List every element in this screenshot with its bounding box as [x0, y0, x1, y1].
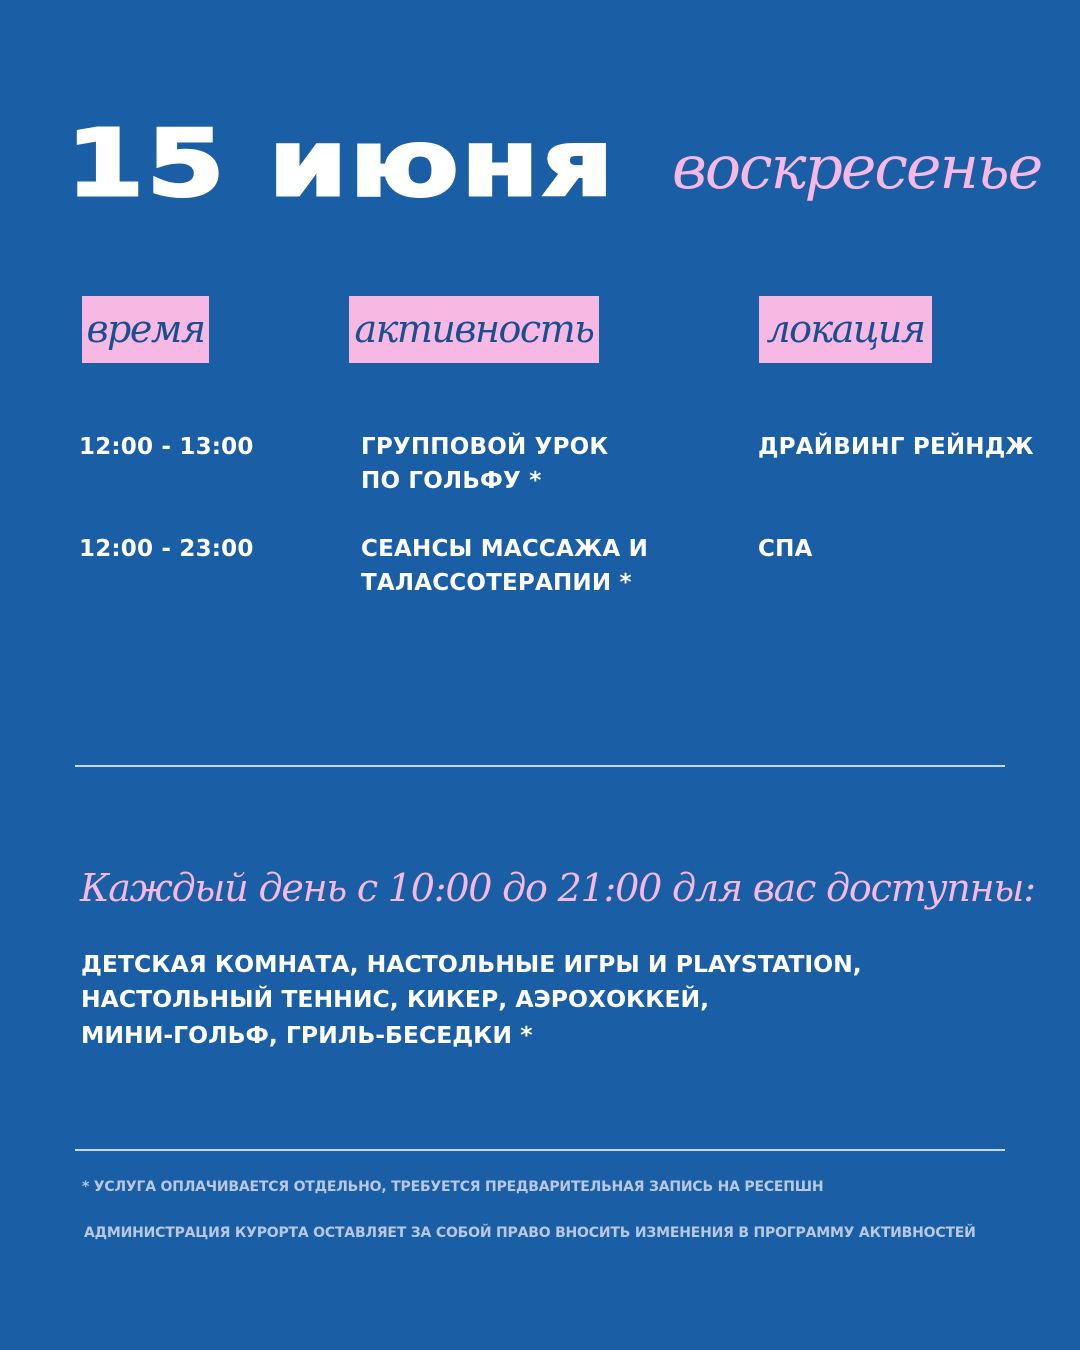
daily-line-2: НАСТОЛЬНЫЙ ТЕННИС, КИКЕР, АЭРОХОККЕЙ,: [81, 985, 710, 1013]
schedule-row-1-activity-line-2: ПО ГОЛЬФУ *: [361, 468, 542, 494]
schedule-row-1-location: ДРАЙВИНГ РЕЙНДЖ: [758, 434, 1034, 460]
footnote-administration: АДМИНИСТРАЦИЯ КУРОРТА ОСТАВЛЯЕТ ЗА СОБОЙ ПРАВО ВНОСИТЬ ИЗМЕНЕНИЯ В ПРОГРАММУ АКТИВНОСТЕЙ: [84, 1225, 976, 1241]
schedule-row-2-location: СПА: [758, 536, 813, 562]
schedule-row-2-time: 12:00 - 23:00: [79, 536, 254, 562]
divider: [75, 1149, 1005, 1151]
daily-heading: Каждый день с 10:00 до 21:00 для вас доступны:: [80, 866, 1035, 910]
daily-line-1: ДЕТСКАЯ КОМНАТА, НАСТОЛЬНЫЕ ИГРЫ И PLAYSTATION,: [81, 950, 862, 978]
schedule-row-2-activity: [361, 532, 648, 600]
weekday-label: воскресенье: [672, 133, 1042, 203]
schedule-row-2-activity-line-1: СЕАНСЫ МАССАЖА И: [361, 536, 649, 562]
divider: [75, 765, 1005, 767]
column-header-activity: активность: [349, 296, 599, 363]
schedule-row-1-time: 12:00 - 13:00: [79, 434, 254, 460]
daily-line-3: МИНИ-ГОЛЬФ, ГРИЛЬ-БЕСЕДКИ *: [81, 1021, 533, 1049]
column-header-location: локация: [759, 296, 932, 363]
footnote-payment: * УСЛУГА ОПЛАЧИВАЕТСЯ ОТДЕЛЬНО, ТРЕБУЕТСЯ ПРЕДВАРИТЕЛЬНАЯ ЗАПИСЬ НА РЕСЕПШН: [82, 1179, 824, 1195]
column-header-time: время: [82, 296, 209, 363]
schedule-row-1-activity: [361, 430, 608, 498]
schedule-row-1-activity-line-1: ГРУППОВОЙ УРОК: [361, 434, 609, 460]
date-title: 15 июня: [66, 110, 616, 217]
schedule-row-2-activity-line-2: ТАЛАССОТЕРАПИИ *: [361, 570, 632, 596]
